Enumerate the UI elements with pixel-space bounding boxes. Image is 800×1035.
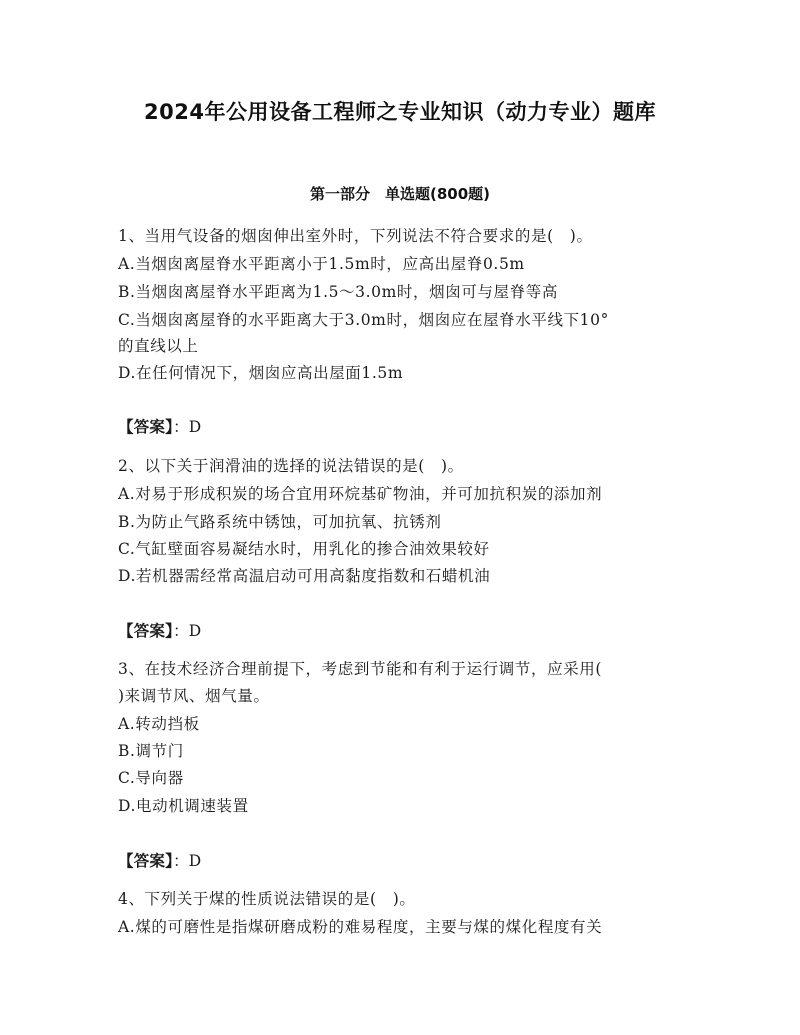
- section-heading: 第一部分 单选题(800题): [309, 185, 491, 203]
- answer-value: ：D: [173, 622, 202, 640]
- question-1-option-a: A.当烟囱离屋脊水平距离小于1.5m时，应高出屋脊0.5m: [118, 255, 525, 273]
- question-3-stem: 3、在技术经济合理前提下，考虑到节能和有利于运行调节，应采用(: [118, 660, 603, 678]
- question-2-option-d: D.若机器需经常高温启动可用高黏度指数和石蜡机油: [118, 567, 491, 585]
- answer-label: 【答案】: [118, 418, 174, 436]
- question-3-option-c: C.导向器: [118, 769, 184, 787]
- question-1-answer: [118, 415, 678, 439]
- answer-value: ：D: [173, 418, 202, 436]
- question-2-stem: 2、以下关于润滑油的选择的说法错误的是( )。: [118, 457, 464, 475]
- question-3-option-b: B.调节门: [118, 742, 184, 760]
- question-3-option-d: D.电动机调速装置: [118, 797, 249, 815]
- question-3-answer: [118, 849, 678, 873]
- question-2-option-b: B.为防止气路系统中锈蚀，可加抗氧、抗锈剂: [118, 513, 442, 531]
- question-4-option-a: A.煤的可磨性是指煤研磨成粉的难易程度，主要与煤的煤化程度有关: [118, 918, 603, 936]
- question-2-option-a: A.对易于形成积炭的场合宜用环烷基矿物油，并可加抗积炭的添加剂: [118, 485, 603, 503]
- question-2-option-c: C.气缸壁面容易凝结水时，用乳化的掺合油效果较好: [118, 540, 490, 558]
- question-3-option-a: A.转动挡板: [118, 715, 200, 733]
- question-2-answer: [118, 619, 678, 643]
- question-1-stem: 1、当用气设备的烟囱伸出室外时，下列说法不符合要求的是( )。: [118, 227, 593, 245]
- question-1-option-c-continued: 的直线以上: [118, 337, 199, 355]
- question-3-stem-continued: )来调节风、烟气量。: [118, 687, 270, 705]
- question-1-option-b: B.当烟囱离屋脊水平距离为1.5～3.0m时，烟囱可与屋脊等高: [118, 283, 558, 301]
- document-title: 2024年公用设备工程师之专业知识（动力专业）题库: [144, 100, 656, 124]
- question-1-option-d: D.在任何情况下，烟囱应高出屋面1.5m: [118, 364, 404, 382]
- answer-label: 【答案】: [118, 852, 174, 870]
- answer-label: 【答案】: [118, 622, 174, 640]
- question-4-stem: 4、下列关于煤的性质说法错误的是( )。: [118, 890, 416, 908]
- answer-value: ：D: [173, 852, 202, 870]
- question-1-option-c: C.当烟囱离屋脊的水平距离大于3.0m时，烟囱应在屋脊水平线下10°: [118, 311, 609, 329]
